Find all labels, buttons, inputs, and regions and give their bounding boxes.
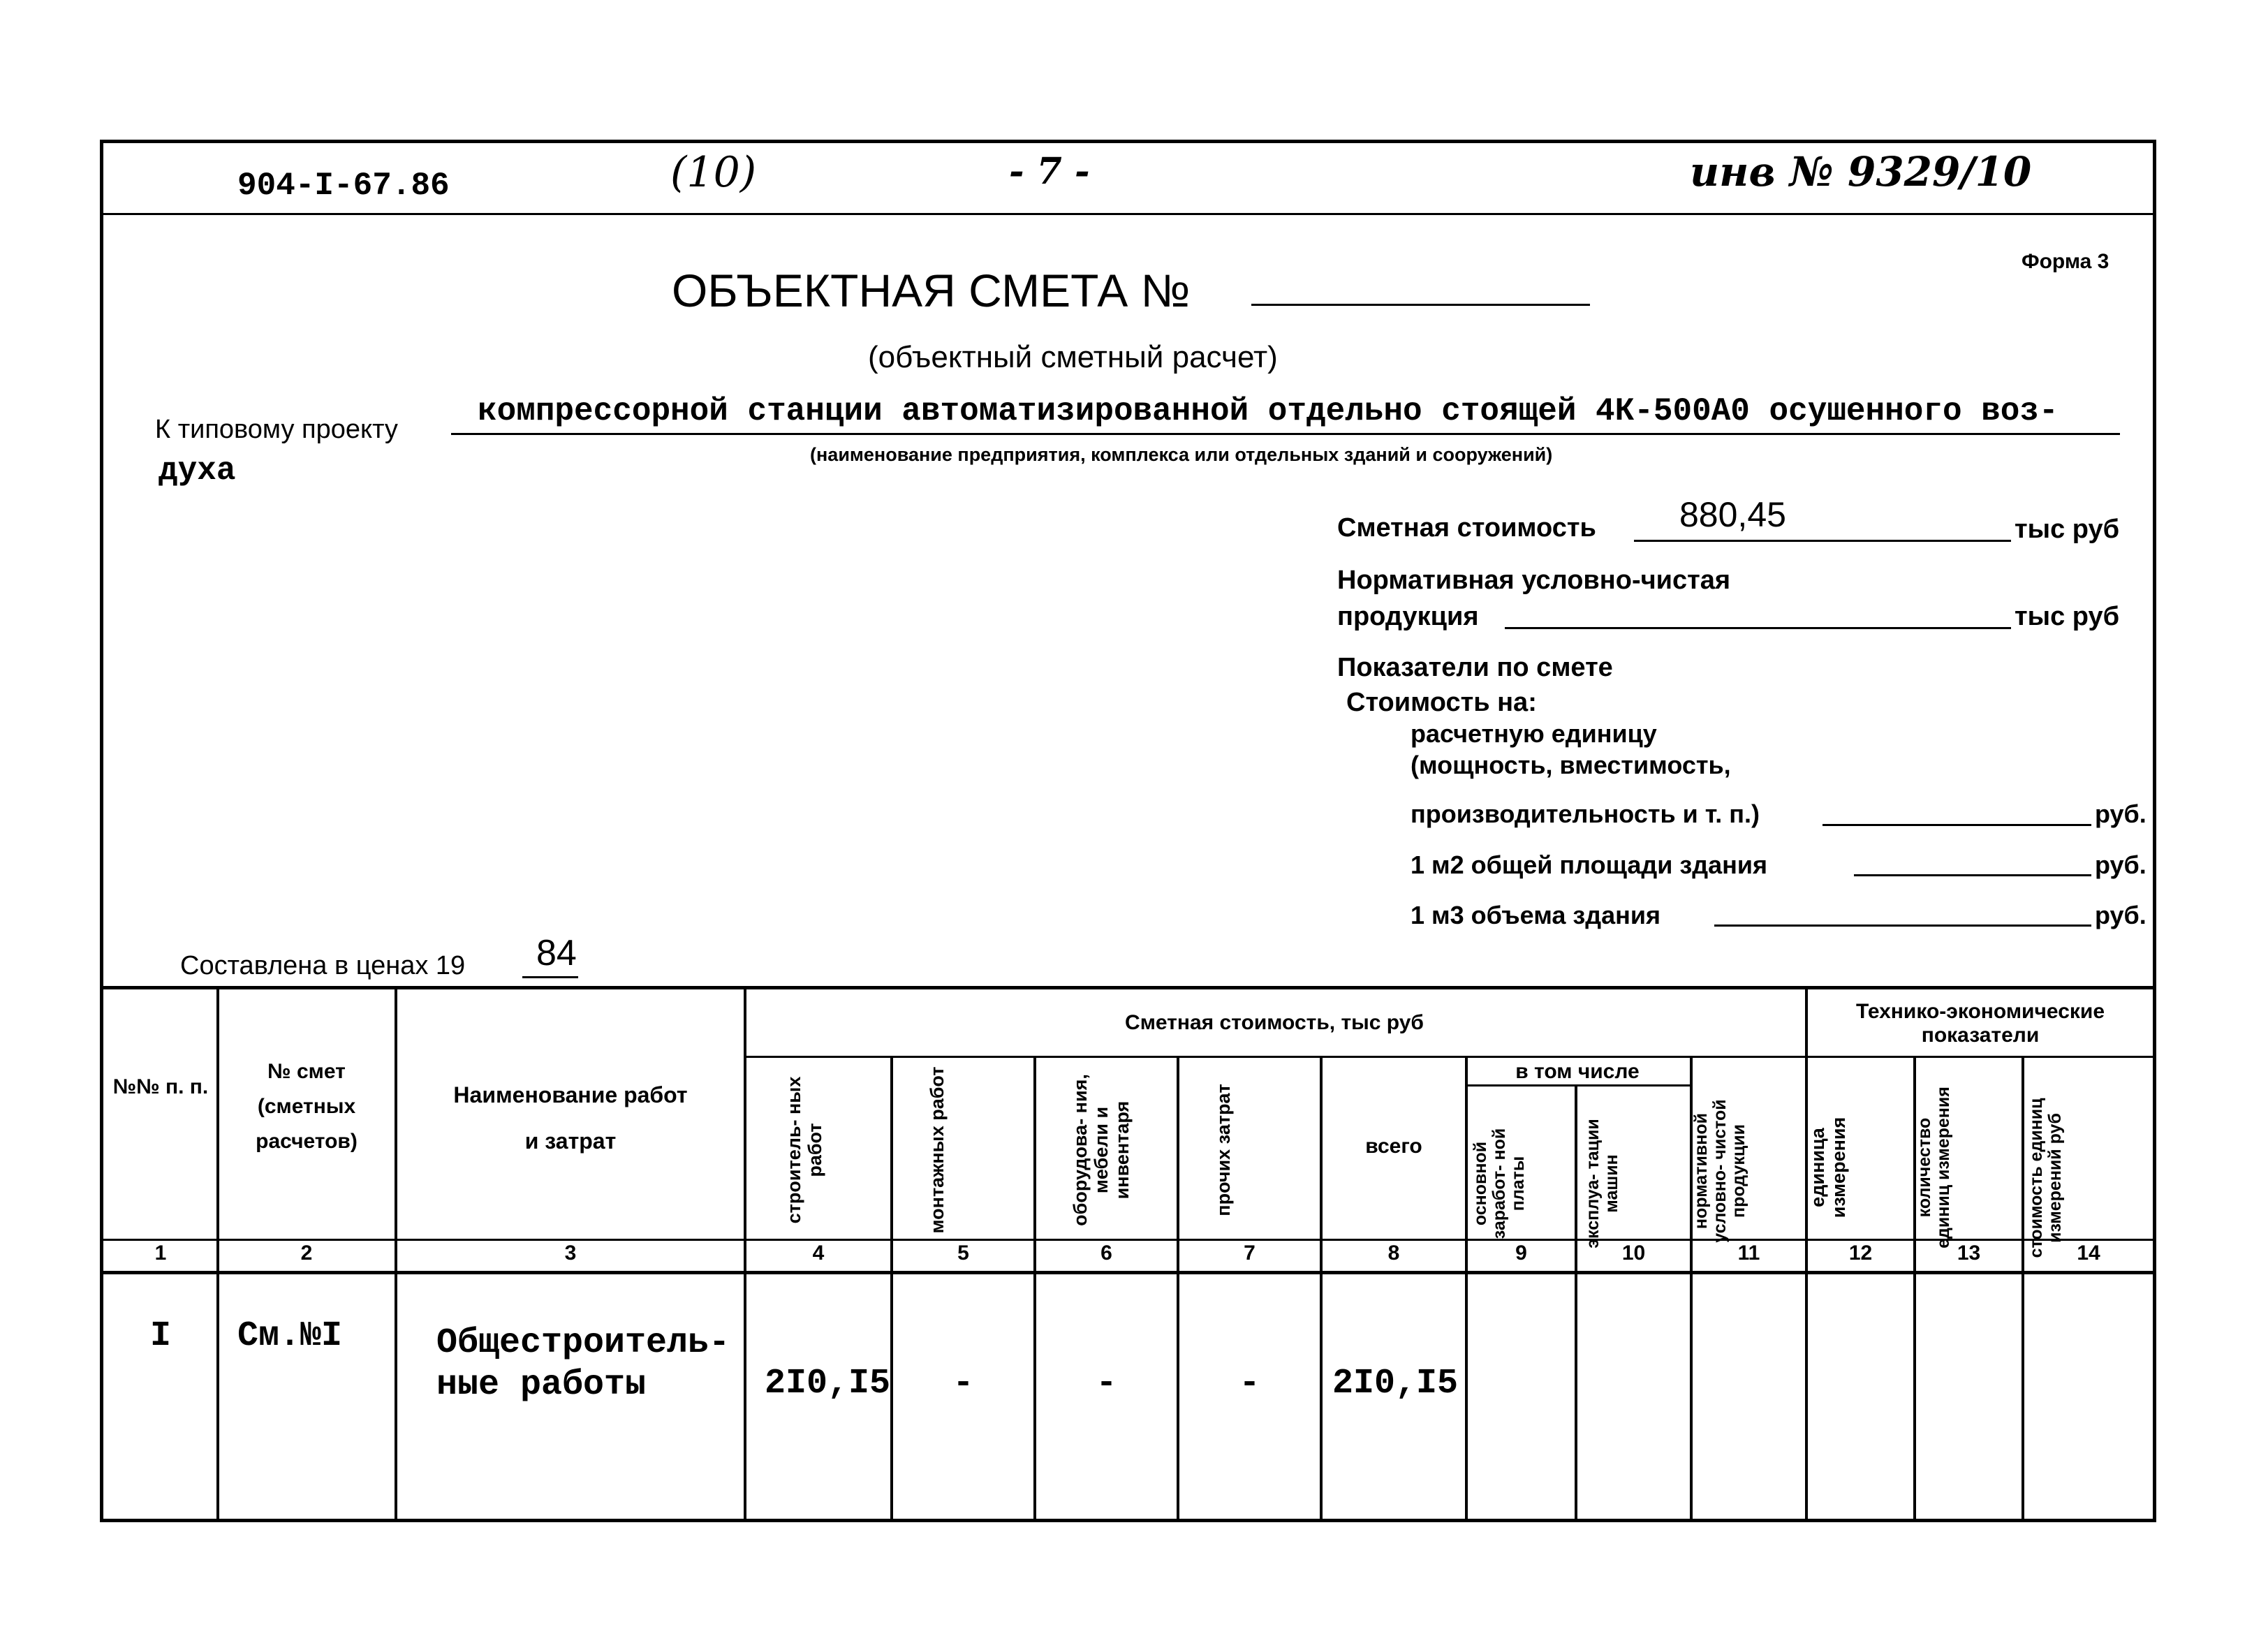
col8-header: всего [1365,1135,1422,1158]
table-top-rule [100,986,2156,989]
document-code: 904-I-67.86 [237,168,450,204]
calc-unit-label-3: производительность и т. п.) [1411,800,1760,828]
page-title: ОБЪЕКТНАЯ СМЕТА № [672,265,1191,316]
calc-unit-rub: руб. [2095,800,2146,828]
calc-unit-underline [1822,824,2091,826]
volume-label: 1 м3 объема здания [1411,901,1661,929]
table-vline [890,1058,893,1519]
col11-header: нормативной условно- чистой продукции [1691,1099,1748,1243]
table-vline [1465,1058,1468,1519]
area-rub: руб. [2095,850,2146,879]
col-name-header [397,1072,744,1164]
column-number: 11 [1737,1242,1760,1265]
project-name-underline [451,433,2120,435]
col-name-header-line: Наименование работ [453,1082,688,1107]
col-number-header: №№ п. п. [112,1075,209,1098]
compiled-year-underline [522,976,578,978]
area-label: 1 м2 общей площади здания [1411,850,1768,879]
col-estimate-header-line: (сметных [257,1095,356,1118]
column-number: 9 [1515,1242,1527,1265]
indicators-heading: Показатели по смете [1337,653,1613,682]
tech-group-rule [1805,1056,2154,1058]
col-estimate-header-line: расчетов) [256,1130,358,1153]
column-number: 8 [1387,1242,1400,1265]
frame-top [100,140,2156,143]
col-estimate-header [219,1054,394,1159]
column-number: 12 [1848,1242,1873,1265]
col-name-header-line: и затрат [524,1128,617,1154]
incl-group-header: в том числе [1515,1060,1640,1083]
column-number: 14 [2077,1242,2100,1265]
col10-header: эксплуа- тации машин [1583,1119,1621,1248]
column-number: 1 [154,1242,167,1265]
cost-on-heading: Стоимость на: [1346,688,1537,717]
project-label: К типовому проекту [155,415,398,444]
page-subtitle: (объектный сметный расчет) [868,340,1278,374]
column-number: 4 [812,1242,825,1265]
area-underline [1854,874,2091,876]
row-name: Общестроитель- [436,1323,730,1363]
estimated-cost-label: Сметная стоимость [1337,513,1596,543]
col9-header: основной заработ- ной платы [1471,1128,1528,1239]
cost-group-header: Сметная стоимость, тыс руб [1125,1011,1424,1034]
handwritten-number: (10) [670,148,757,197]
project-name-continued: духа [159,452,236,489]
estimated-cost-value: 880,45 [1679,495,1786,534]
row-name-continued: ные работы [436,1365,647,1405]
volume-underline [1714,925,2091,927]
col13-header: количество единиц измерения [1915,1087,1953,1248]
title-number-blank [1251,304,1590,306]
header-rule [100,213,2156,215]
normative-label-continued: продукция [1337,602,1479,631]
row-number: I [149,1316,171,1356]
column-number: 5 [957,1242,969,1265]
form-label: Форма 3 [2022,250,2109,273]
calc-unit-label: расчетную единицу [1411,719,1657,748]
column-number: 2 [300,1242,313,1265]
cost-group-rule [744,1056,1805,1058]
incl-group-rule [1465,1084,1690,1087]
project-name: компрессорной станции автоматизированной отдельно стоящей 4К-500А0 осушенного воз- [478,393,2059,429]
normative-unit: тыс руб [2015,602,2120,631]
table-vline [1033,1058,1036,1519]
col-estimate-header-line: № смет [267,1060,346,1083]
column-number: 10 [1621,1242,1646,1265]
page-number: - 7 - [1009,150,1090,193]
row-other-cost: - [1239,1364,1260,1404]
row-building-cost: 2I0,I5 [765,1364,891,1404]
row-estimate: См.№I [237,1316,343,1356]
volume-rub: руб. [2095,901,2146,929]
estimated-cost-unit: тыс руб [2015,515,2120,544]
column-number: 7 [1244,1242,1256,1265]
table-vline [1177,1058,1179,1519]
tech-group-header: Технико-экономические показатели [1855,1000,2105,1047]
col5-header: монтажных работ [927,1066,948,1234]
col6-header: оборудова- ния, мебели и инвентаря [1070,1074,1133,1226]
frame-right [2153,140,2156,1522]
row-equipment-cost: - [1096,1364,1117,1404]
project-caption: (наименование предприятия, комплекса или отдельных зданий и сооружений) [810,444,1553,465]
table-vline [1320,1058,1323,1519]
row-mounting-cost: - [952,1364,974,1404]
compiled-prices-label: Составлена в ценах 19 [180,951,466,980]
compiled-year: 84 [536,933,577,973]
estimated-cost-underline [1634,540,2011,542]
inventory-number: инв № 9329/10 [1690,148,2032,196]
column-number: 13 [1957,1242,1981,1265]
frame-left [100,140,103,1522]
column-number: 3 [564,1242,577,1265]
table-vline [2022,1058,2024,1519]
row-total-cost: 2I0,I5 [1332,1364,1459,1404]
column-number: 6 [1100,1242,1112,1265]
normative-label: Нормативная условно-чистая [1337,566,1731,595]
calc-unit-label-2: (мощность, вместимость, [1411,751,1731,779]
frame-bottom [100,1519,2156,1522]
numbers-bottom-rule [100,1271,2156,1274]
normative-underline [1505,627,2011,629]
col7-header: прочих затрат [1213,1084,1234,1216]
col4-header: строитель- ных работ [783,1076,825,1224]
col14-header: стоимость единиц измерений руб [2026,1098,2065,1258]
col12-header: единица измерения [1807,1117,1849,1218]
